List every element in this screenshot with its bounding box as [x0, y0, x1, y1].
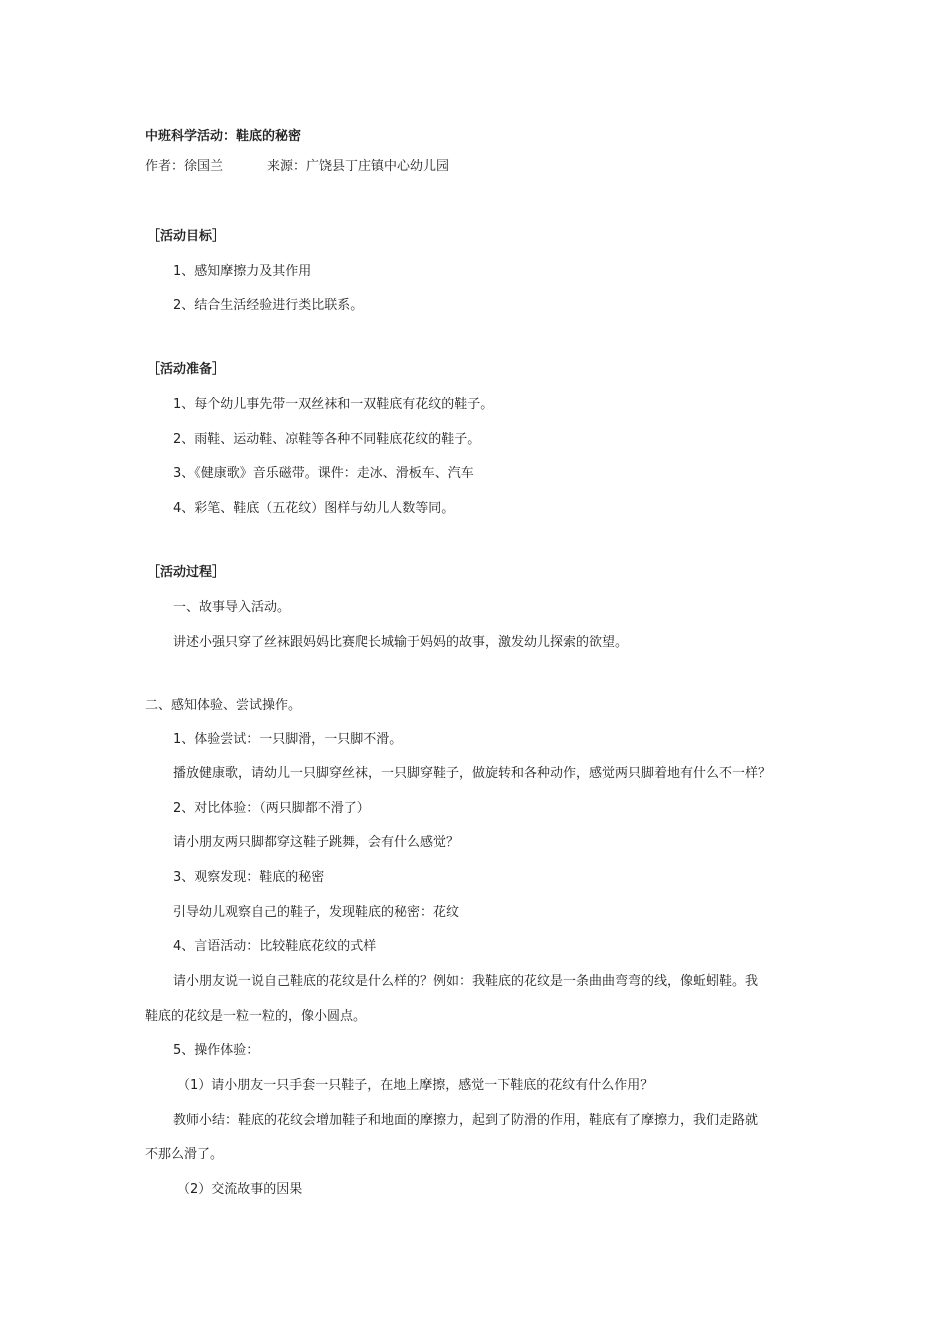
process-line: （2）交流故事的因果: [177, 1182, 303, 1197]
process-line: 3、观察发现：鞋底的秘密: [173, 870, 325, 885]
prep-item: 2、雨鞋、运动鞋、凉鞋等各种不同鞋底花纹的鞋子。: [173, 432, 481, 447]
document-title: 中班科学活动：鞋底的秘密: [145, 129, 302, 144]
author-text: 作者：徐国兰: [145, 159, 224, 174]
process-line: 播放健康歌，请幼儿一只脚穿丝袜，一只脚穿鞋子，做旋转和各种动作，感觉两只脚着地有什么不一样？: [173, 766, 772, 781]
process-step-heading: 二、感知体验、尝试操作。: [145, 698, 302, 713]
section-heading-goals: ［活动目标］: [147, 229, 226, 244]
process-line: 5、操作体验：: [173, 1043, 260, 1058]
process-line: 1、体验尝试：一只脚滑，一只脚不滑。: [173, 732, 403, 747]
process-line: （1）请小朋友一只手套一只鞋子，在地上摩擦，感觉一下鞋底的花纹有什么作用？: [177, 1078, 654, 1093]
source-text: 来源：广饶县丁庄镇中心幼儿园: [267, 159, 450, 174]
process-line: 教师小结：鞋底的花纹会增加鞋子和地面的摩擦力，起到了防滑的作用，鞋底有了摩擦力，我们走路就: [173, 1113, 759, 1128]
section-heading-process: ［活动过程］: [147, 565, 226, 580]
goal-item: 1、感知摩擦力及其作用: [173, 264, 312, 279]
document-meta: [145, 158, 449, 176]
process-line: 2、对比体验：（两只脚都不滑了）: [173, 801, 370, 816]
process-line: 鞋底的花纹是一粒一粒的，像小圆点。: [145, 1009, 367, 1024]
process-line: 引导幼儿观察自己的鞋子，发现鞋底的秘密：花纹: [173, 905, 460, 920]
process-line: 请小朋友两只脚都穿这鞋子跳舞，会有什么感觉？: [173, 835, 460, 850]
prep-item: 1、每个幼儿事先带一双丝袜和一双鞋底有花纹的鞋子。: [173, 397, 494, 412]
process-line: 请小朋友说一说自己鞋底的花纹是什么样的？例如：我鞋底的花纹是一条曲曲弯弯的线，像蚯蚓鞋。我: [173, 974, 759, 989]
process-step-heading: 一、故事导入活动。: [173, 600, 291, 615]
process-paragraph: 讲述小强只穿了丝袜跟妈妈比赛爬长城输于妈妈的故事，激发幼儿探索的欲望。: [173, 635, 629, 650]
prep-item: 4、彩笔、鞋底（五花纹）图样与幼儿人数等同。: [173, 501, 455, 516]
prep-item: 3、《健康歌》音乐磁带。课件：走冰、滑板车、汽车: [173, 466, 474, 481]
section-heading-prep: ［活动准备］: [147, 362, 226, 377]
goal-item: 2、结合生活经验进行类比联系。: [173, 298, 364, 313]
process-line: 不那么滑了。: [145, 1147, 224, 1162]
process-line: 4、言语活动：比较鞋底花纹的式样: [173, 939, 377, 954]
